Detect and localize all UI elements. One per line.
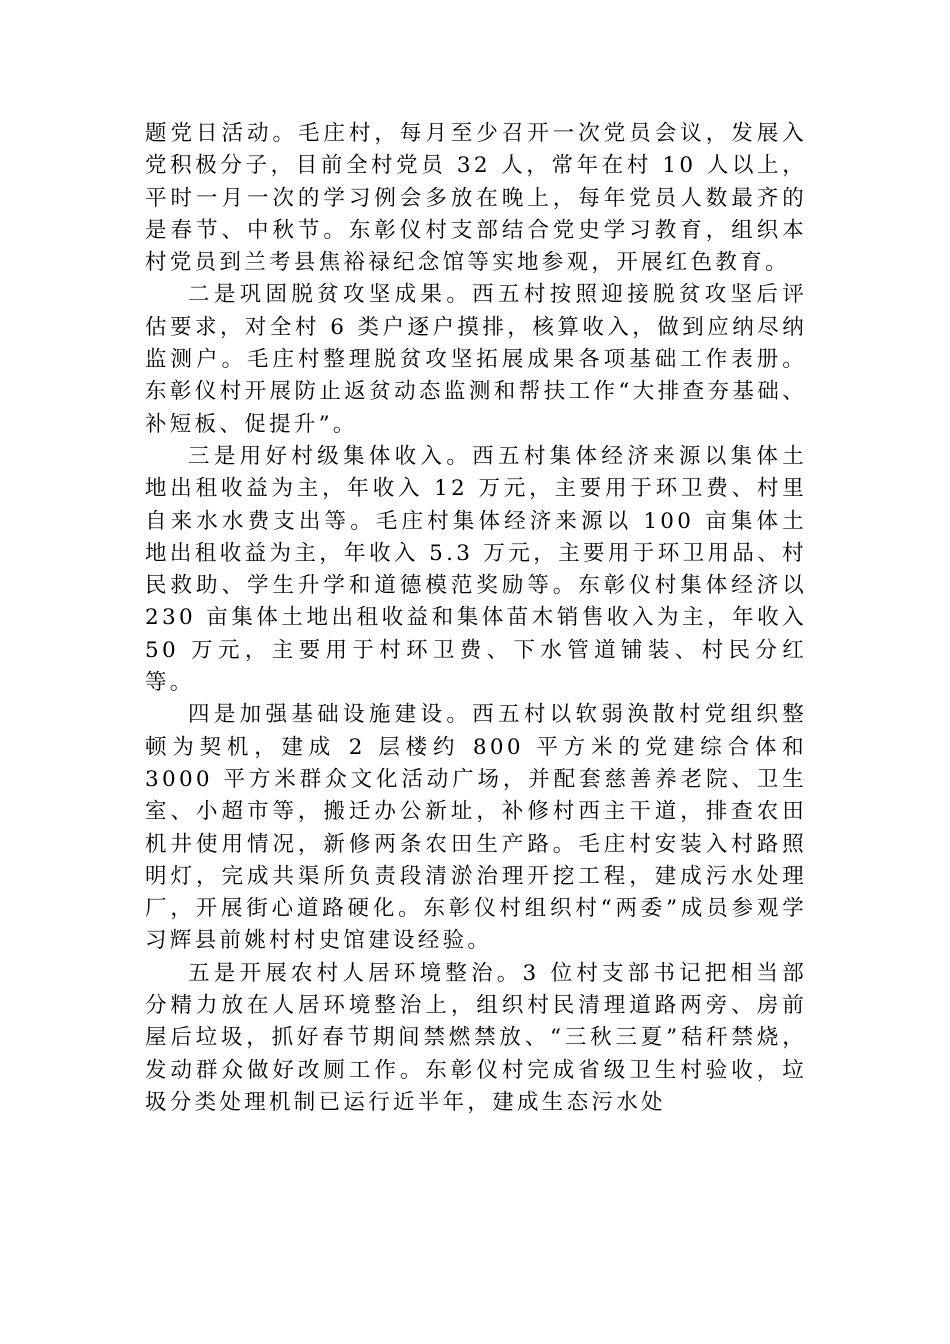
paragraph-living-environment: 五是开展农村人居环境整治。3 位村支部书记把相当部分精力放在人居环境整治上，组织村民清理道路两旁、房前屋后垃圾，抓好春节期间禁燃禁放、“三秋三夏”秸秆禁烧，发动群众做好改厕工作。东彰仪村完成省级卫生村验收，垃圾分类处理机制已运行近半年，建成生态污水处	[145, 960, 807, 1115]
paragraph-infrastructure: 四是加强基础设施建设。西五村以软弱涣散村党组织整顿为契机，建成 2 层楼约 800 平方米的党建综合体和 3000 平方米群众文化活动广场，并配套慈善养老院、卫生室、小超市等，搬迁办公新址，补修村西主干道，排查农田机井使用情况，新修两条农田生产路。毛庄村安装入村路照明灯，完成共渠所负责段清淤治理开挖工程，建成污水处理厂，开展街心道路硬化。东彰仪村组织村“两委”成员参观学习辉县前姚村村史馆建设经验。	[145, 702, 807, 954]
paragraph-consolidate-poverty-alleviation: 二是巩固脱贫攻坚成果。西五村按照迎接脱贫攻坚后评估要求，对全村 6 类户逐户摸排，核算收入，做到应纳尽纳监测户。毛庄村整理脱贫攻坚拓展成果各项基础工作表册。东彰仪村开展防止返贫动态监测和帮扶工作“大排查夯基础、补短板、促提升”。	[145, 282, 807, 437]
paragraph-collective-income: 三是用好村级集体收入。西五村集体经济来源以集体土地出租收益为主，年收入 12 万元，主要用于环卫费、村里自来水水费支出等。毛庄村集体经济来源以 100 亩集体土地出租收益为主，年收入 5.3 万元，主要用于环卫用品、村民救助、学生升学和道德模范奖励等。东彰仪村集体经济以 230 亩集体土地出租收益和集体苗木销售收入为主，年收入 50 万元，主要用于村环卫费、下水管道铺装、村民分红等。	[145, 443, 807, 696]
paragraph-continuation: 题党日活动。毛庄村，每月至少召开一次党员会议，发展入党积极分子，目前全村党员 32 人，常年在村 10 人以上，平时一月一次的学习例会多放在晚上，每年党员人数最齐的是春节、中秋节。东彰仪村支部结合党史学习教育，组织本村党员到兰考县焦裕禄纪念馆等实地参观，开展红色教育。	[145, 121, 807, 276]
document-page	[145, 118, 807, 1119]
